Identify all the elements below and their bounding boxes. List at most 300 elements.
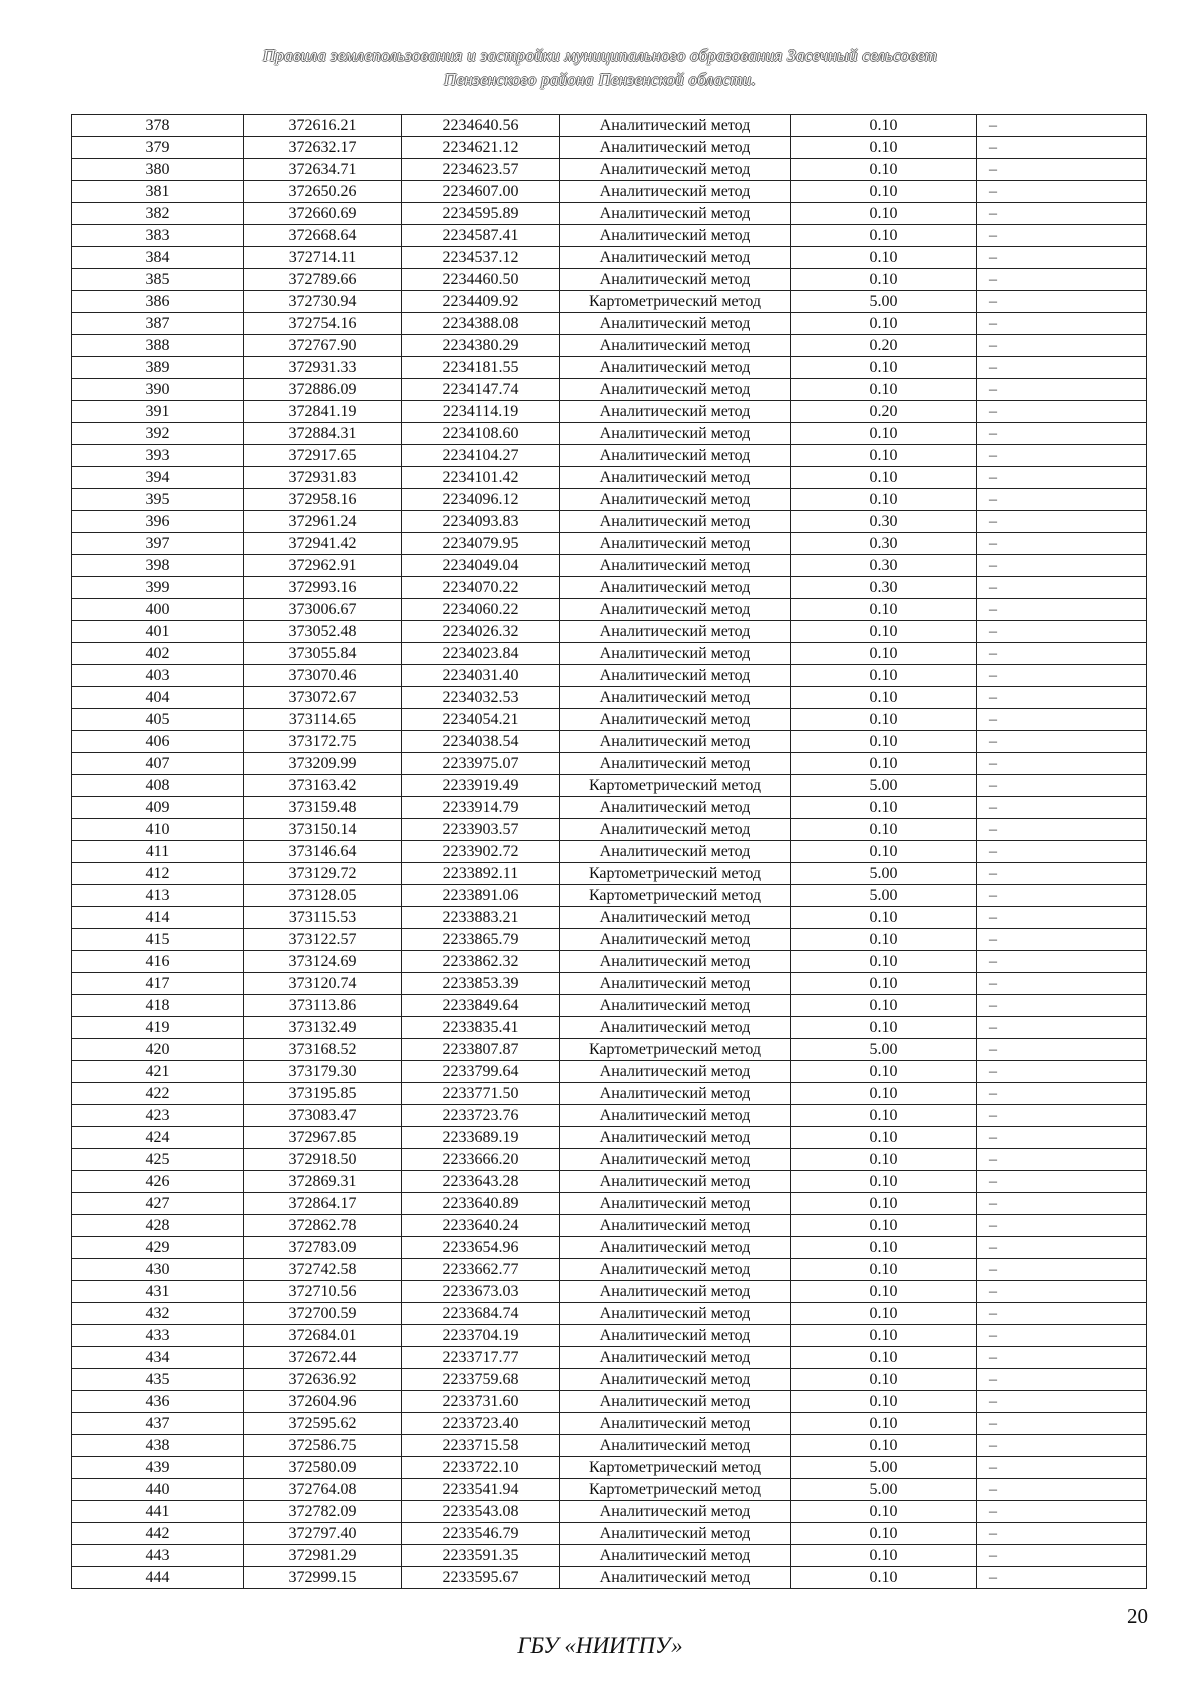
y-coordinate-cell: 2234388.08 xyxy=(402,313,560,335)
y-coordinate-cell: 2233704.19 xyxy=(402,1325,560,1347)
y-coordinate-cell: 2233807.87 xyxy=(402,1039,560,1061)
accuracy-cell: 0.10 xyxy=(791,1281,977,1303)
method-cell: Аналитический метод xyxy=(560,1435,791,1457)
header-line-1: Правила землепользования и застройки муниципального образования Засечный сельсовет xyxy=(262,46,938,65)
table-row xyxy=(72,291,1147,313)
table-row xyxy=(72,1479,1147,1501)
y-coordinate-cell: 2233662.77 xyxy=(402,1259,560,1281)
table-row xyxy=(72,247,1147,269)
table-row xyxy=(72,1325,1147,1347)
accuracy-cell: 0.10 xyxy=(791,951,977,973)
y-coordinate-cell: 2233723.40 xyxy=(402,1413,560,1435)
point-number-cell: 405 xyxy=(72,709,244,731)
x-coordinate-cell: 372660.69 xyxy=(244,203,402,225)
point-number-cell: 378 xyxy=(72,115,244,137)
point-number-cell: 417 xyxy=(72,973,244,995)
y-coordinate-cell: 2233546.79 xyxy=(402,1523,560,1545)
x-coordinate-cell: 372981.29 xyxy=(244,1545,402,1567)
table-row xyxy=(72,401,1147,423)
accuracy-cell: 0.10 xyxy=(791,269,977,291)
table-row xyxy=(72,1237,1147,1259)
description-cell: – xyxy=(977,1479,1147,1501)
description-cell: – xyxy=(977,1391,1147,1413)
point-number-cell: 398 xyxy=(72,555,244,577)
table-row xyxy=(72,269,1147,291)
accuracy-cell: 0.20 xyxy=(791,335,977,357)
method-cell: Аналитический метод xyxy=(560,379,791,401)
y-coordinate-cell: 2234537.12 xyxy=(402,247,560,269)
method-cell: Аналитический метод xyxy=(560,951,791,973)
method-cell: Аналитический метод xyxy=(560,665,791,687)
x-coordinate-cell: 372961.24 xyxy=(244,511,402,533)
table-row xyxy=(72,1193,1147,1215)
description-cell: – xyxy=(977,159,1147,181)
x-coordinate-cell: 373132.49 xyxy=(244,1017,402,1039)
x-coordinate-cell: 372841.19 xyxy=(244,401,402,423)
method-cell: Аналитический метод xyxy=(560,1325,791,1347)
x-coordinate-cell: 372634.71 xyxy=(244,159,402,181)
point-number-cell: 427 xyxy=(72,1193,244,1215)
table-row xyxy=(72,1303,1147,1325)
table-row xyxy=(72,731,1147,753)
table-row xyxy=(72,775,1147,797)
description-cell: – xyxy=(977,995,1147,1017)
point-number-cell: 416 xyxy=(72,951,244,973)
x-coordinate-cell: 372672.44 xyxy=(244,1347,402,1369)
method-cell: Аналитический метод xyxy=(560,1061,791,1083)
method-cell: Аналитический метод xyxy=(560,929,791,951)
accuracy-cell: 0.10 xyxy=(791,1061,977,1083)
point-number-cell: 442 xyxy=(72,1523,244,1545)
method-cell: Аналитический метод xyxy=(560,1215,791,1237)
method-cell: Аналитический метод xyxy=(560,907,791,929)
accuracy-cell: 0.10 xyxy=(791,665,977,687)
point-number-cell: 407 xyxy=(72,753,244,775)
table-row xyxy=(72,709,1147,731)
table-row xyxy=(72,533,1147,555)
description-cell: – xyxy=(977,357,1147,379)
description-cell: – xyxy=(977,775,1147,797)
description-cell: – xyxy=(977,1545,1147,1567)
x-coordinate-cell: 373055.84 xyxy=(244,643,402,665)
description-cell: – xyxy=(977,643,1147,665)
x-coordinate-cell: 372604.96 xyxy=(244,1391,402,1413)
x-coordinate-cell: 372993.16 xyxy=(244,577,402,599)
y-coordinate-cell: 2233883.21 xyxy=(402,907,560,929)
table-row xyxy=(72,643,1147,665)
accuracy-cell: 0.20 xyxy=(791,401,977,423)
method-cell: Аналитический метод xyxy=(560,269,791,291)
description-cell: – xyxy=(977,1369,1147,1391)
point-number-cell: 419 xyxy=(72,1017,244,1039)
table-row xyxy=(72,335,1147,357)
method-cell: Аналитический метод xyxy=(560,621,791,643)
y-coordinate-cell: 2233891.06 xyxy=(402,885,560,907)
table-row xyxy=(72,1281,1147,1303)
table-row xyxy=(72,665,1147,687)
point-number-cell: 408 xyxy=(72,775,244,797)
table-row xyxy=(72,115,1147,137)
point-number-cell: 436 xyxy=(72,1391,244,1413)
accuracy-cell: 0.10 xyxy=(791,225,977,247)
point-number-cell: 386 xyxy=(72,291,244,313)
x-coordinate-cell: 372730.94 xyxy=(244,291,402,313)
method-cell: Аналитический метод xyxy=(560,1281,791,1303)
description-cell: – xyxy=(977,1303,1147,1325)
point-number-cell: 406 xyxy=(72,731,244,753)
x-coordinate-cell: 372958.16 xyxy=(244,489,402,511)
method-cell: Аналитический метод xyxy=(560,1391,791,1413)
description-cell: – xyxy=(977,665,1147,687)
y-coordinate-cell: 2233722.10 xyxy=(402,1457,560,1479)
y-coordinate-cell: 2233684.74 xyxy=(402,1303,560,1325)
table-row xyxy=(72,159,1147,181)
y-coordinate-cell: 2233717.77 xyxy=(402,1347,560,1369)
method-cell: Аналитический метод xyxy=(560,1193,791,1215)
description-cell: – xyxy=(977,1237,1147,1259)
x-coordinate-cell: 372931.83 xyxy=(244,467,402,489)
point-number-cell: 387 xyxy=(72,313,244,335)
y-coordinate-cell: 2233849.64 xyxy=(402,995,560,1017)
table-row xyxy=(72,1017,1147,1039)
y-coordinate-cell: 2234623.57 xyxy=(402,159,560,181)
table-row xyxy=(72,907,1147,929)
accuracy-cell: 0.10 xyxy=(791,489,977,511)
point-number-cell: 432 xyxy=(72,1303,244,1325)
table-row xyxy=(72,599,1147,621)
x-coordinate-cell: 373168.52 xyxy=(244,1039,402,1061)
x-coordinate-cell: 372918.50 xyxy=(244,1149,402,1171)
method-cell: Картометрический метод xyxy=(560,1457,791,1479)
method-cell: Аналитический метод xyxy=(560,115,791,137)
y-coordinate-cell: 2234104.27 xyxy=(402,445,560,467)
y-coordinate-cell: 2233689.19 xyxy=(402,1127,560,1149)
y-coordinate-cell: 2234147.74 xyxy=(402,379,560,401)
accuracy-cell: 0.10 xyxy=(791,1171,977,1193)
table-row xyxy=(72,1545,1147,1567)
method-cell: Аналитический метод xyxy=(560,577,791,599)
method-cell: Картометрический метод xyxy=(560,291,791,313)
table-row xyxy=(72,1061,1147,1083)
x-coordinate-cell: 372797.40 xyxy=(244,1523,402,1545)
table-row xyxy=(72,1567,1147,1589)
point-number-cell: 396 xyxy=(72,511,244,533)
point-number-cell: 402 xyxy=(72,643,244,665)
description-cell: – xyxy=(977,1435,1147,1457)
description-cell: – xyxy=(977,401,1147,423)
method-cell: Аналитический метод xyxy=(560,423,791,445)
header-line-2: Пензенского района Пензенской области. xyxy=(443,70,757,89)
y-coordinate-cell: 2233723.76 xyxy=(402,1105,560,1127)
x-coordinate-cell: 372869.31 xyxy=(244,1171,402,1193)
x-coordinate-cell: 372684.01 xyxy=(244,1325,402,1347)
accuracy-cell: 0.10 xyxy=(791,1347,977,1369)
table-row xyxy=(72,555,1147,577)
description-cell: – xyxy=(977,1017,1147,1039)
x-coordinate-cell: 373006.67 xyxy=(244,599,402,621)
description-cell: – xyxy=(977,291,1147,313)
method-cell: Аналитический метод xyxy=(560,1369,791,1391)
x-coordinate-cell: 372636.92 xyxy=(244,1369,402,1391)
x-coordinate-cell: 373150.14 xyxy=(244,819,402,841)
point-number-cell: 415 xyxy=(72,929,244,951)
description-cell: – xyxy=(977,1193,1147,1215)
x-coordinate-cell: 373070.46 xyxy=(244,665,402,687)
x-coordinate-cell: 372862.78 xyxy=(244,1215,402,1237)
method-cell: Аналитический метод xyxy=(560,1501,791,1523)
table-row xyxy=(72,929,1147,951)
method-cell: Аналитический метод xyxy=(560,401,791,423)
table-row xyxy=(72,1083,1147,1105)
accuracy-cell: 0.10 xyxy=(791,137,977,159)
x-coordinate-cell: 372754.16 xyxy=(244,313,402,335)
method-cell: Аналитический метод xyxy=(560,1413,791,1435)
y-coordinate-cell: 2234114.19 xyxy=(402,401,560,423)
method-cell: Картометрический метод xyxy=(560,1039,791,1061)
table-row xyxy=(72,511,1147,533)
x-coordinate-cell: 372917.65 xyxy=(244,445,402,467)
point-number-cell: 380 xyxy=(72,159,244,181)
method-cell: Аналитический метод xyxy=(560,1017,791,1039)
table-row xyxy=(72,1105,1147,1127)
point-number-cell: 434 xyxy=(72,1347,244,1369)
accuracy-cell: 0.10 xyxy=(791,753,977,775)
description-cell: – xyxy=(977,731,1147,753)
point-number-cell: 435 xyxy=(72,1369,244,1391)
x-coordinate-cell: 372632.17 xyxy=(244,137,402,159)
table-row xyxy=(72,863,1147,885)
accuracy-cell: 0.10 xyxy=(791,1567,977,1589)
table-row xyxy=(72,467,1147,489)
point-number-cell: 438 xyxy=(72,1435,244,1457)
accuracy-cell: 0.10 xyxy=(791,203,977,225)
description-cell: – xyxy=(977,555,1147,577)
description-cell: – xyxy=(977,247,1147,269)
description-cell: – xyxy=(977,621,1147,643)
description-cell: – xyxy=(977,1347,1147,1369)
accuracy-cell: 0.10 xyxy=(791,797,977,819)
document-header xyxy=(0,44,1200,92)
description-cell: – xyxy=(977,687,1147,709)
table-row xyxy=(72,995,1147,1017)
accuracy-cell: 0.10 xyxy=(791,819,977,841)
point-number-cell: 437 xyxy=(72,1413,244,1435)
method-cell: Аналитический метод xyxy=(560,753,791,775)
description-cell: – xyxy=(977,115,1147,137)
accuracy-cell: 0.10 xyxy=(791,643,977,665)
x-coordinate-cell: 372616.21 xyxy=(244,115,402,137)
point-number-cell: 414 xyxy=(72,907,244,929)
accuracy-cell: 0.10 xyxy=(791,115,977,137)
table-row xyxy=(72,577,1147,599)
table-row xyxy=(72,841,1147,863)
point-number-cell: 431 xyxy=(72,1281,244,1303)
method-cell: Картометрический метод xyxy=(560,863,791,885)
x-coordinate-cell: 372595.62 xyxy=(244,1413,402,1435)
method-cell: Картометрический метод xyxy=(560,885,791,907)
y-coordinate-cell: 2233640.89 xyxy=(402,1193,560,1215)
point-number-cell: 385 xyxy=(72,269,244,291)
y-coordinate-cell: 2234026.32 xyxy=(402,621,560,643)
y-coordinate-cell: 2234093.83 xyxy=(402,511,560,533)
x-coordinate-cell: 373146.64 xyxy=(244,841,402,863)
point-number-cell: 381 xyxy=(72,181,244,203)
accuracy-cell: 5.00 xyxy=(791,1039,977,1061)
method-cell: Аналитический метод xyxy=(560,555,791,577)
table-row xyxy=(72,1523,1147,1545)
method-cell: Аналитический метод xyxy=(560,1523,791,1545)
description-cell: – xyxy=(977,181,1147,203)
y-coordinate-cell: 2234079.95 xyxy=(402,533,560,555)
method-cell: Аналитический метод xyxy=(560,1259,791,1281)
accuracy-cell: 5.00 xyxy=(791,885,977,907)
accuracy-cell: 0.10 xyxy=(791,1127,977,1149)
point-number-cell: 439 xyxy=(72,1457,244,1479)
method-cell: Аналитический метод xyxy=(560,511,791,533)
x-coordinate-cell: 372650.26 xyxy=(244,181,402,203)
table-row xyxy=(72,951,1147,973)
y-coordinate-cell: 2233892.11 xyxy=(402,863,560,885)
method-cell: Аналитический метод xyxy=(560,467,791,489)
x-coordinate-cell: 372931.33 xyxy=(244,357,402,379)
point-number-cell: 379 xyxy=(72,137,244,159)
accuracy-cell: 0.10 xyxy=(791,907,977,929)
point-number-cell: 395 xyxy=(72,489,244,511)
table-row xyxy=(72,973,1147,995)
x-coordinate-cell: 372789.66 xyxy=(244,269,402,291)
x-coordinate-cell: 373122.57 xyxy=(244,929,402,951)
description-cell: – xyxy=(977,269,1147,291)
method-cell: Аналитический метод xyxy=(560,687,791,709)
point-number-cell: 404 xyxy=(72,687,244,709)
y-coordinate-cell: 2233715.58 xyxy=(402,1435,560,1457)
description-cell: – xyxy=(977,467,1147,489)
accuracy-cell: 0.10 xyxy=(791,1083,977,1105)
accuracy-cell: 0.10 xyxy=(791,995,977,1017)
table-row xyxy=(72,797,1147,819)
x-coordinate-cell: 373114.65 xyxy=(244,709,402,731)
x-coordinate-cell: 373159.48 xyxy=(244,797,402,819)
table-row xyxy=(72,1369,1147,1391)
accuracy-cell: 0.10 xyxy=(791,313,977,335)
accuracy-cell: 5.00 xyxy=(791,1479,977,1501)
accuracy-cell: 0.10 xyxy=(791,1413,977,1435)
point-number-cell: 441 xyxy=(72,1501,244,1523)
y-coordinate-cell: 2234054.21 xyxy=(402,709,560,731)
description-cell: – xyxy=(977,1281,1147,1303)
table-row xyxy=(72,1501,1147,1523)
point-number-cell: 382 xyxy=(72,203,244,225)
x-coordinate-cell: 373179.30 xyxy=(244,1061,402,1083)
accuracy-cell: 5.00 xyxy=(791,775,977,797)
description-cell: – xyxy=(977,1523,1147,1545)
table-row xyxy=(72,1457,1147,1479)
x-coordinate-cell: 373209.99 xyxy=(244,753,402,775)
description-cell: – xyxy=(977,379,1147,401)
y-coordinate-cell: 2234031.40 xyxy=(402,665,560,687)
accuracy-cell: 0.10 xyxy=(791,1435,977,1457)
method-cell: Аналитический метод xyxy=(560,533,791,555)
description-cell: – xyxy=(977,907,1147,929)
accuracy-cell: 0.10 xyxy=(791,1105,977,1127)
y-coordinate-cell: 2234101.42 xyxy=(402,467,560,489)
point-number-cell: 412 xyxy=(72,863,244,885)
description-cell: – xyxy=(977,423,1147,445)
description-cell: – xyxy=(977,489,1147,511)
x-coordinate-cell: 373129.72 xyxy=(244,863,402,885)
accuracy-cell: 0.10 xyxy=(791,181,977,203)
accuracy-cell: 0.10 xyxy=(791,1369,977,1391)
x-coordinate-cell: 372586.75 xyxy=(244,1435,402,1457)
description-cell: – xyxy=(977,951,1147,973)
description-cell: – xyxy=(977,1127,1147,1149)
description-cell: – xyxy=(977,137,1147,159)
description-cell: – xyxy=(977,511,1147,533)
point-number-cell: 394 xyxy=(72,467,244,489)
accuracy-cell: 0.30 xyxy=(791,577,977,599)
point-number-cell: 390 xyxy=(72,379,244,401)
accuracy-cell: 0.10 xyxy=(791,357,977,379)
description-cell: – xyxy=(977,1259,1147,1281)
point-number-cell: 443 xyxy=(72,1545,244,1567)
accuracy-cell: 0.10 xyxy=(791,1391,977,1413)
x-coordinate-cell: 372580.09 xyxy=(244,1457,402,1479)
method-cell: Аналитический метод xyxy=(560,1171,791,1193)
point-number-cell: 393 xyxy=(72,445,244,467)
y-coordinate-cell: 2234038.54 xyxy=(402,731,560,753)
point-number-cell: 429 xyxy=(72,1237,244,1259)
point-number-cell: 383 xyxy=(72,225,244,247)
point-number-cell: 403 xyxy=(72,665,244,687)
x-coordinate-cell: 372742.58 xyxy=(244,1259,402,1281)
accuracy-cell: 0.10 xyxy=(791,1259,977,1281)
point-number-cell: 401 xyxy=(72,621,244,643)
method-cell: Аналитический метод xyxy=(560,247,791,269)
accuracy-cell: 0.10 xyxy=(791,1325,977,1347)
x-coordinate-cell: 372999.15 xyxy=(244,1567,402,1589)
y-coordinate-cell: 2233591.35 xyxy=(402,1545,560,1567)
y-coordinate-cell: 2234060.22 xyxy=(402,599,560,621)
method-cell: Аналитический метод xyxy=(560,335,791,357)
method-cell: Аналитический метод xyxy=(560,1149,791,1171)
method-cell: Аналитический метод xyxy=(560,1237,791,1259)
description-cell: – xyxy=(977,1215,1147,1237)
y-coordinate-cell: 2233919.49 xyxy=(402,775,560,797)
table-row xyxy=(72,357,1147,379)
y-coordinate-cell: 2233865.79 xyxy=(402,929,560,951)
method-cell: Аналитический метод xyxy=(560,1567,791,1589)
y-coordinate-cell: 2234380.29 xyxy=(402,335,560,357)
accuracy-cell: 0.10 xyxy=(791,687,977,709)
method-cell: Картометрический метод xyxy=(560,1479,791,1501)
description-cell: – xyxy=(977,335,1147,357)
table-row xyxy=(72,753,1147,775)
description-cell: – xyxy=(977,973,1147,995)
x-coordinate-cell: 373163.42 xyxy=(244,775,402,797)
point-number-cell: 444 xyxy=(72,1567,244,1589)
method-cell: Аналитический метод xyxy=(560,203,791,225)
description-cell: – xyxy=(977,1457,1147,1479)
table-row xyxy=(72,423,1147,445)
y-coordinate-cell: 2234049.04 xyxy=(402,555,560,577)
accuracy-cell: 0.10 xyxy=(791,973,977,995)
point-number-cell: 399 xyxy=(72,577,244,599)
accuracy-cell: 0.10 xyxy=(791,1017,977,1039)
accuracy-cell: 0.10 xyxy=(791,1237,977,1259)
accuracy-cell: 0.10 xyxy=(791,423,977,445)
accuracy-cell: 0.10 xyxy=(791,929,977,951)
description-cell: – xyxy=(977,1501,1147,1523)
